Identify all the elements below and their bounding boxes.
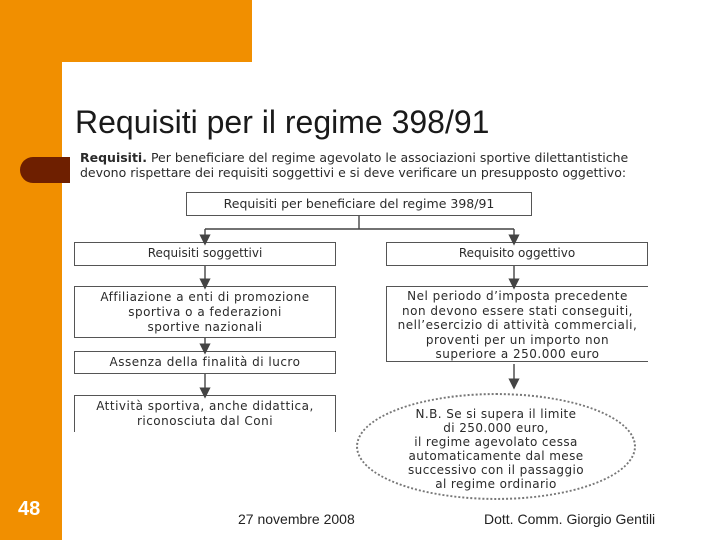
slide-number: 48: [18, 498, 41, 520]
intro-text: Per beneficiare del regime agevolato le associazioni sportive dilettantistiche devono rispettare dei requisiti soggettivi e si deve verificare un presupposto oggettivo:: [80, 150, 629, 180]
note-line: al regime ordinario: [435, 477, 557, 491]
main-requirements-box: Requisiti per beneficiare del regime 398/91: [186, 192, 532, 216]
affiliation-line: sportive nazionali: [147, 320, 263, 334]
period-line: superiore a 250.000 euro: [435, 347, 600, 361]
affiliation-line: Affiliazione a enti di promozione: [100, 290, 310, 304]
activity-line: riconosciuta dal Coni: [136, 414, 274, 428]
period-line: Nel periodo d’imposta precedente: [407, 289, 628, 303]
objective-requirement-box: Requisito oggettivo: [386, 242, 648, 266]
note-line: automaticamente dal mese: [408, 449, 584, 463]
note-line: successivo con il passaggio: [408, 463, 584, 477]
slide-title: Requisiti per il regime 398/91: [75, 104, 490, 140]
note-line: il regime agevolato cessa: [414, 435, 578, 449]
intro-bold: Requisiti.: [80, 150, 147, 165]
note-line: N.B. Se si supera il limite: [415, 407, 577, 421]
period-line: proventi per un importo non: [425, 332, 610, 347]
period-line: nell’esercizio di attività commerciali,: [397, 318, 638, 332]
subjective-requirements-box: Requisiti soggettivi: [74, 242, 336, 266]
period-line: non devono essere stati conseguiti,: [402, 303, 633, 318]
affiliation-line: sportiva o a federazioni: [128, 305, 282, 319]
footer-author: Dott. Comm. Giorgio Gentili: [484, 511, 656, 527]
footer-date: 27 novembre 2008: [238, 511, 355, 527]
non-profit-box: Assenza della finalità di lucro: [74, 351, 336, 374]
activity-line: Attività sportiva, anche didattica,: [96, 399, 314, 413]
note-line: di 250.000 euro,: [443, 421, 549, 435]
